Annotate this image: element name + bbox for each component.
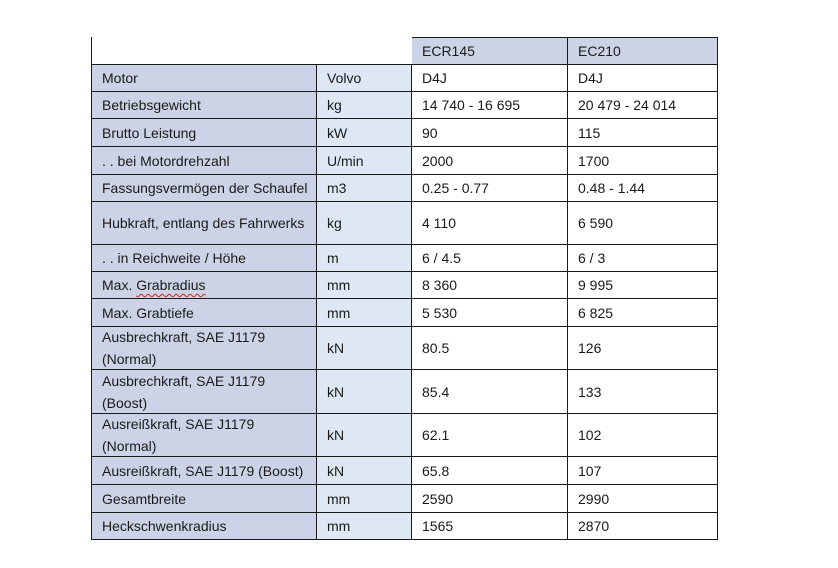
row-unit: Volvo bbox=[317, 64, 412, 91]
empty-corner-cell bbox=[91, 37, 317, 64]
value-ec210: 20 479 - 24 014 bbox=[568, 91, 718, 118]
value-ec210: 126 bbox=[568, 326, 718, 369]
value-ec210: 102 bbox=[568, 413, 718, 456]
row-label: Ausreißkraft, SAE J1179 (Boost) bbox=[92, 456, 317, 484]
value-ec210: 6 590 bbox=[568, 201, 718, 244]
value-ec210: D4J bbox=[568, 64, 718, 91]
value-ecr145: 85.4 bbox=[412, 369, 568, 413]
value-ecr145: 2590 bbox=[412, 484, 568, 512]
row-unit: mm bbox=[317, 512, 412, 539]
row-label: Betriebsgewicht bbox=[92, 91, 317, 118]
spec-table bbox=[91, 37, 718, 540]
value-ecr145: D4J bbox=[412, 64, 568, 91]
row-label: Motor bbox=[92, 64, 317, 91]
row-unit: m bbox=[317, 244, 412, 271]
value-ecr145: 4 110 bbox=[412, 201, 568, 244]
row-label: Heckschwenkradius bbox=[92, 512, 317, 539]
value-ecr145: 2000 bbox=[412, 146, 568, 174]
row-label: Ausbrechkraft, SAE J1179 (Normal) bbox=[92, 326, 317, 369]
value-ec210: 1700 bbox=[568, 146, 718, 174]
row-label: Fassungsvermögen der Schaufel bbox=[92, 174, 317, 201]
value-ecr145: 14 740 - 16 695 bbox=[412, 91, 568, 118]
row-label: Max. Grabtiefe bbox=[92, 298, 317, 326]
value-ecr145: 65.8 bbox=[412, 456, 568, 484]
value-ec210: 115 bbox=[568, 118, 718, 146]
value-ecr145: 0.25 - 0.77 bbox=[412, 174, 568, 201]
row-label: Ausreißkraft, SAE J1179 (Normal) bbox=[92, 413, 317, 456]
row-label: Brutto Leistung bbox=[92, 118, 317, 146]
row-unit: kN bbox=[317, 326, 412, 369]
value-ecr145: 6 / 4.5 bbox=[412, 244, 568, 271]
row-label: . . in Reichweite / Höhe bbox=[92, 244, 317, 271]
column-header-ecr145: ECR145 bbox=[412, 37, 568, 64]
row-unit: mm bbox=[317, 271, 412, 298]
value-ecr145: 8 360 bbox=[412, 271, 568, 298]
row-unit: kN bbox=[317, 413, 412, 456]
row-label: Ausbrechkraft, SAE J1179 (Boost) bbox=[92, 369, 317, 413]
column-header-ec210: EC210 bbox=[568, 37, 718, 64]
row-unit: mm bbox=[317, 484, 412, 512]
row-unit: m3 bbox=[317, 174, 412, 201]
value-ec210: 0.48 - 1.44 bbox=[568, 174, 718, 201]
value-ecr145: 5 530 bbox=[412, 298, 568, 326]
row-label-prefix: Max. bbox=[102, 277, 137, 293]
row-label bbox=[92, 271, 317, 298]
value-ecr145: 1565 bbox=[412, 512, 568, 539]
row-unit: mm bbox=[317, 298, 412, 326]
value-ecr145: 90 bbox=[412, 118, 568, 146]
row-unit: U/min bbox=[317, 146, 412, 174]
value-ec210: 2870 bbox=[568, 512, 718, 539]
value-ec210: 9 995 bbox=[568, 271, 718, 298]
value-ec210: 6 / 3 bbox=[568, 244, 718, 271]
value-ec210: 6 825 bbox=[568, 298, 718, 326]
row-label: Hubkraft, entlang des Fahrwerks bbox=[92, 201, 317, 244]
value-ecr145: 62.1 bbox=[412, 413, 568, 456]
row-unit: kg bbox=[317, 91, 412, 118]
row-unit: kg bbox=[317, 201, 412, 244]
row-label: . . bei Motordrehzahl bbox=[92, 146, 317, 174]
row-label: Gesamtbreite bbox=[92, 484, 317, 512]
value-ec210: 2990 bbox=[568, 484, 718, 512]
row-unit: kW bbox=[317, 118, 412, 146]
row-unit: kN bbox=[317, 369, 412, 413]
empty-unit-header-cell bbox=[317, 37, 412, 64]
value-ecr145: 80.5 bbox=[412, 326, 568, 369]
row-unit: kN bbox=[317, 456, 412, 484]
spellcheck-flagged-word[interactable]: Grabradius bbox=[136, 277, 206, 293]
value-ec210: 133 bbox=[568, 369, 718, 413]
value-ec210: 107 bbox=[568, 456, 718, 484]
